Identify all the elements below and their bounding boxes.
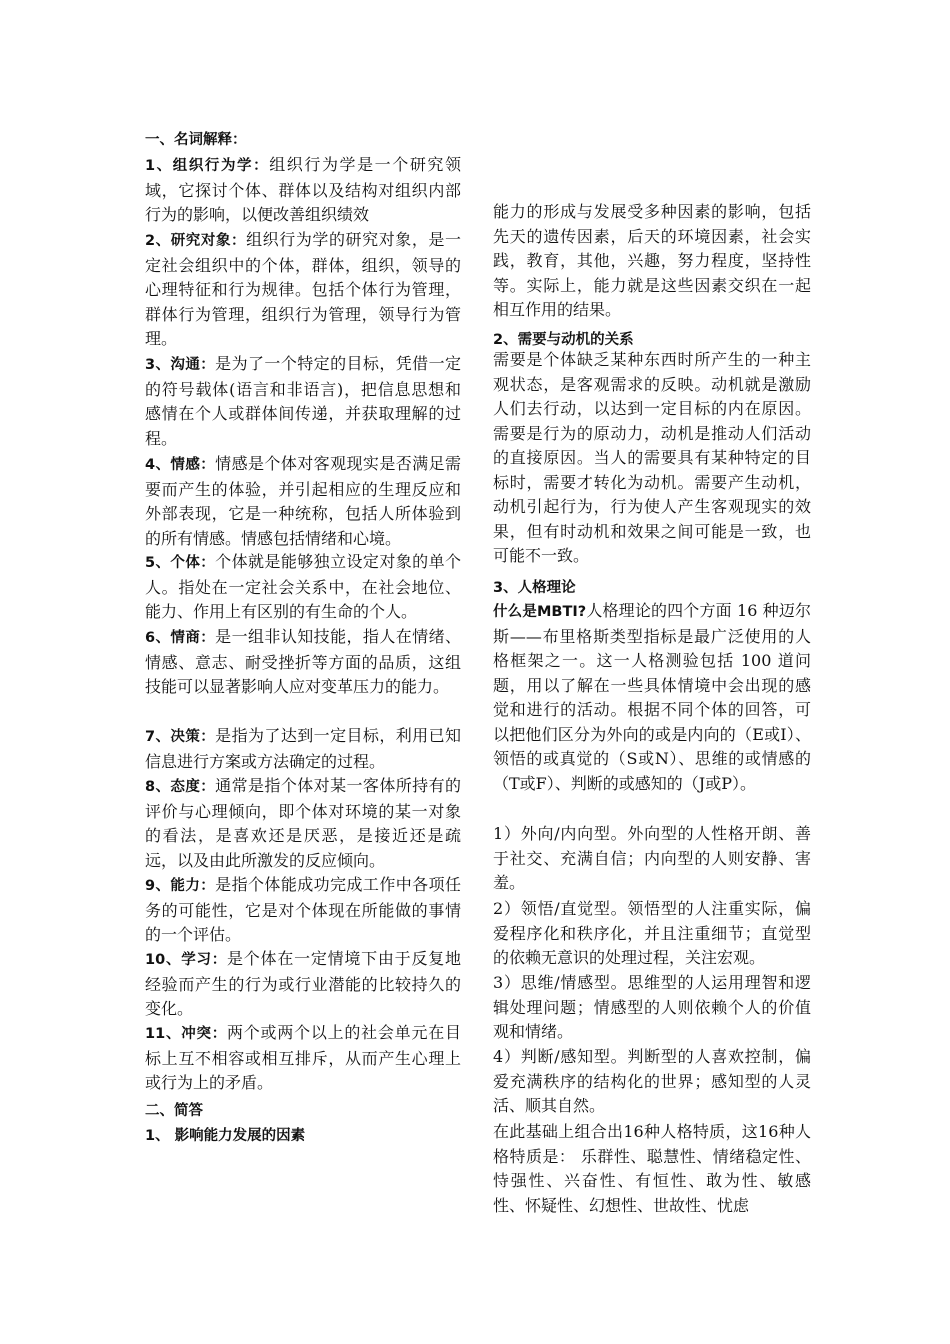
mbti-text: 人格理论的四个方面 16 种迈尔斯——布里格斯类型指标是最广泛使用的人格框架之一。这一人格测验包括 100 道问题，用以了解在一些具体情境中会出现的感觉和进行的活动。根据不同个体的回答，可以把他们区分为外向的或是内向的（E或I）、领悟的或真觉的（S或N）、思维的或情感的（T或F）、判断的或感知的（J或P）。 bbox=[493, 601, 811, 793]
term-label: 1、组织行为学： bbox=[145, 158, 270, 174]
term-9 bbox=[145, 873, 461, 948]
term-3 bbox=[145, 352, 461, 451]
mbti-label: 什么是MBTI? bbox=[493, 604, 587, 620]
point-3: 3）思维/情感型。思维型的人运用理智和逻辑处理问题；情感型的人则依赖个人的价值观和情绪。 bbox=[493, 973, 811, 1041]
term-text: 组织行为学是一个研究领域，它探讨个体、群体以及结构对组织内部行为的影响，以便改善组织绩效 bbox=[145, 155, 461, 224]
mbti-paragraph bbox=[493, 599, 811, 796]
term-text: 通常是指个体对某一客体所持有的评价与心理倾向，即个体对环境的某一对象的看法，是喜欢还是厌恶，是接近还是疏远，以及由此所激发的反应倾向。 bbox=[145, 776, 461, 870]
point-4: 4）判断/感知型。判断型的人喜欢控制，偏爱充满秩序的结构化的世界；感知型的人灵活、顺其自然。 bbox=[493, 1047, 811, 1115]
term-text: 个体就是能够独立设定对象的单个人。指处在一定社会关系中，在社会地位、能力、作用上有区别的有生命的个人。 bbox=[145, 552, 461, 621]
section2-heading: 二、简答 bbox=[145, 1103, 203, 1119]
term-text: 组织行为学的研究对象，是一定社会组织中的个体，群体，组织，领导的心理特征和行为规律。包括个体行为管理，群体行为管理，组织行为管理，领导行为管理。 bbox=[145, 230, 461, 348]
point-2: 2）领悟/直觉型。领悟型的人注重实际，偏爱程序化和秩序化，并且注重细节；直觉型的依赖无意识的处理过程，关注宏观。 bbox=[493, 899, 811, 967]
term-label: 10、学习： bbox=[145, 952, 228, 968]
term-text: 是为了一个特定的目标，凭借一定的符号载体(语言和非语言)，把信息思想和感情在个人或群体间传递，并获取理解的过程。 bbox=[145, 354, 461, 448]
term-label: 8、态度： bbox=[145, 779, 216, 795]
term-4 bbox=[145, 452, 461, 551]
term-label: 11、冲突： bbox=[145, 1026, 228, 1042]
term-11 bbox=[145, 1021, 461, 1096]
term-label: 7、决策： bbox=[145, 729, 216, 745]
q2-answer: 需要是个体缺乏某种东西时所产生的一种主观状态，是客观需求的反映。动机就是激励人们去行动，以达到一定目标的内在原因。需要是行为的原动力，动机是推动人们活动的直接原因。当人的需要具有某种特定的目标时，需要才转化为动机。需要产生动机，动机引起行为，行为使人产生客观现实的效果，但有时动机和效果之间可能是一致，也可能不一致。 bbox=[493, 350, 811, 565]
term-label: 3、沟通： bbox=[145, 357, 216, 373]
term-text: 两个或两个以上的社会单元在目标上互不相容或相互排斥，从而产生心理上或行为上的矛盾。 bbox=[145, 1023, 461, 1092]
q1-heading: 1、 影响能力发展的因素 bbox=[145, 1128, 306, 1144]
q3-heading: 3、人格理论 bbox=[493, 580, 576, 596]
term-2 bbox=[145, 228, 461, 352]
conclusion: 在此基础上组合出16种人格特质，这16种人格特质是： 乐群性、聪慧性、情绪稳定性、恃强性、兴奋性、有恒性、敢为性、敏感性、怀疑性、幻想性、世故性、忧虑 bbox=[493, 1122, 811, 1215]
term-10 bbox=[145, 947, 461, 1022]
term-text: 是指个体能成功完成工作中各项任务的可能性，它是对个体现在所能做的事情的一个评估。 bbox=[145, 875, 461, 944]
term-label: 9、能力： bbox=[145, 878, 216, 894]
term-text: 是个体在一定情境下由于反复地经验而产生的行为或行业潜能的比较持久的变化。 bbox=[145, 949, 461, 1018]
term-text: 是指为了达到一定目标，利用已知信息进行方案或方法确定的过程。 bbox=[145, 726, 461, 771]
term-text: 情感是个体对客观现实是否满足需要而产生的体验，并引起相应的生理反应和外部表现，它是一种统称，包括人所体验到的所有情感。情感包括情绪和心境。 bbox=[145, 454, 461, 548]
q1-answer: 能力的形成与发展受多种因素的影响，包括先天的遗传因素，后天的环境因素，社会实践，教育，其他，兴趣，努力程度，坚持性等。实际上，能力就是这些因素交织在一起相互作用的结果。 bbox=[493, 202, 811, 319]
term-8 bbox=[145, 774, 461, 873]
term-1 bbox=[145, 153, 461, 228]
term-label: 4、情感： bbox=[145, 457, 216, 473]
term-label: 2、研究对象： bbox=[145, 233, 247, 249]
term-text: 是一组非认知技能，指人在情绪、情感、意志、耐受挫折等方面的品质，这组技能可以显著影响人应对变革压力的能力。 bbox=[145, 627, 461, 696]
q2-heading: 2、需要与动机的关系 bbox=[493, 332, 634, 348]
term-label: 5、个体： bbox=[145, 555, 216, 571]
section1-heading: 一、名词解释： bbox=[145, 132, 247, 148]
point-1: 1）外向/内向型。外向型的人性格开朗、善于社交、充满自信；内向型的人则安静、害羞。 bbox=[493, 824, 811, 892]
term-5 bbox=[145, 550, 461, 625]
term-label: 6、情商： bbox=[145, 630, 216, 646]
term-7 bbox=[145, 724, 461, 774]
term-6 bbox=[145, 625, 461, 700]
